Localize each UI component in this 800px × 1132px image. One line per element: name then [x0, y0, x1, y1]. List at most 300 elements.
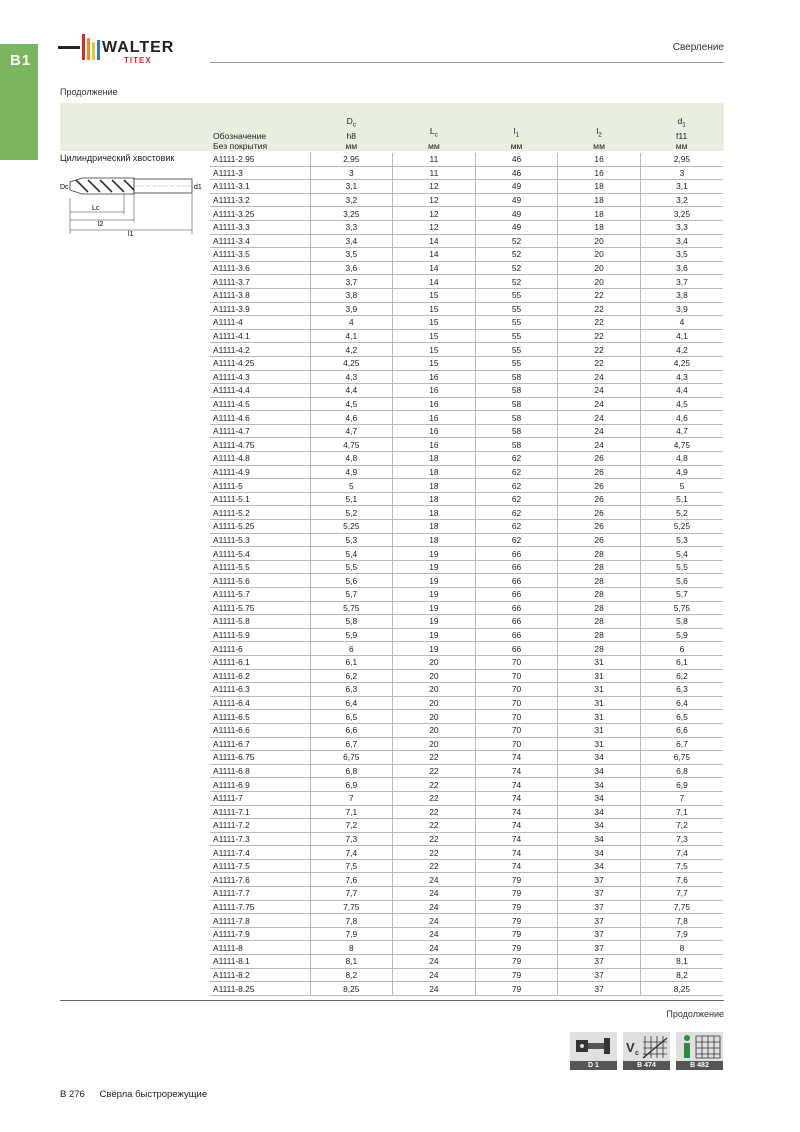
table-row [210, 316, 723, 330]
cell-l1: 58 [475, 411, 558, 425]
cell-d1: 3 [640, 166, 723, 180]
cell-dc: 4,4 [310, 384, 393, 398]
cell-d1: 6,4 [640, 696, 723, 710]
diagram-l1: l1 [128, 231, 134, 238]
cell-l1: 70 [475, 683, 558, 697]
table-row [210, 275, 723, 289]
cell-code: A1111-7.7 [210, 887, 310, 901]
cell-code: A1111-5.75 [210, 601, 310, 615]
cell-dc: 4,1 [310, 329, 393, 343]
cell-dc: 7,6 [310, 873, 393, 887]
cell-l1: 58 [475, 397, 558, 411]
cell-l1: 49 [475, 193, 558, 207]
cell-dc: 3,5 [310, 248, 393, 262]
cell-dc: 6,8 [310, 764, 393, 778]
cell-dc: 6,5 [310, 710, 393, 724]
cell-l2: 26 [558, 506, 641, 520]
cell-code: A1111-4.1 [210, 329, 310, 343]
cell-l1: 70 [475, 710, 558, 724]
cell-d1: 3,7 [640, 275, 723, 289]
cell-d1: 8 [640, 941, 723, 955]
cell-d1: 5,75 [640, 601, 723, 615]
cell-l1: 52 [475, 234, 558, 248]
cell-code: A1111-5.7 [210, 588, 310, 602]
cell-lc: 16 [393, 438, 476, 452]
table-row [210, 914, 723, 928]
cell-l2: 28 [558, 628, 641, 642]
cell-dc: 8,2 [310, 968, 393, 982]
cell-lc: 18 [393, 465, 476, 479]
cell-dc: 4,3 [310, 370, 393, 384]
cell-lc: 19 [393, 560, 476, 574]
table-row [210, 220, 723, 234]
cell-l1: 58 [475, 424, 558, 438]
cell-dc: 5,4 [310, 547, 393, 561]
cell-d1: 6,1 [640, 655, 723, 669]
cell-l1: 49 [475, 180, 558, 194]
cell-l1: 58 [475, 438, 558, 452]
cell-l2: 24 [558, 384, 641, 398]
cell-l2: 22 [558, 329, 641, 343]
cell-l2: 20 [558, 234, 641, 248]
cell-code: A1111-5.1 [210, 492, 310, 506]
cell-l1: 74 [475, 778, 558, 792]
cell-code: A1111-4.6 [210, 411, 310, 425]
cell-l2: 34 [558, 832, 641, 846]
cell-dc: 3,4 [310, 234, 393, 248]
cell-l2: 20 [558, 261, 641, 275]
cell-dc: 7 [310, 791, 393, 805]
cell-lc: 16 [393, 370, 476, 384]
cell-l2: 22 [558, 356, 641, 370]
cell-lc: 24 [393, 927, 476, 941]
cell-l1: 79 [475, 968, 558, 982]
cell-dc: 7,1 [310, 805, 393, 819]
cell-code: A1111-2.95 [210, 153, 310, 166]
cutting-speed-icon[interactable] [623, 1032, 670, 1070]
cell-d1: 6,3 [640, 683, 723, 697]
cell-dc: 3,3 [310, 220, 393, 234]
table-row [210, 710, 723, 724]
page-number: B 276 [60, 1089, 85, 1100]
cell-code: A1111-6.2 [210, 669, 310, 683]
table-row [210, 574, 723, 588]
table-row [210, 628, 723, 642]
cell-code: A1111-6.4 [210, 696, 310, 710]
shank-label: Цилиндрический хвостовик [60, 153, 175, 163]
cell-l1: 66 [475, 574, 558, 588]
cell-code: A1111-4.3 [210, 370, 310, 384]
cell-l2: 28 [558, 574, 641, 588]
cell-l1: 49 [475, 220, 558, 234]
cell-code: A1111-4.5 [210, 397, 310, 411]
cell-l2: 22 [558, 316, 641, 330]
cell-d1: 6,2 [640, 669, 723, 683]
cell-d1: 3,5 [640, 248, 723, 262]
cell-l1: 74 [475, 846, 558, 860]
cell-code: A1111-6.3 [210, 683, 310, 697]
table-row [210, 615, 723, 629]
cell-lc: 15 [393, 316, 476, 330]
col-lc: $L_c$ мм [427, 126, 440, 151]
cell-dc: 3 [310, 166, 393, 180]
cell-l1: 58 [475, 370, 558, 384]
cell-lc: 24 [393, 955, 476, 969]
cell-l1: 70 [475, 723, 558, 737]
cell-code: A1111-5.2 [210, 506, 310, 520]
cell-dc: 3,7 [310, 275, 393, 289]
cell-d1: 4,25 [640, 356, 723, 370]
cell-l1: 79 [475, 982, 558, 996]
cell-code: A1111-3.1 [210, 180, 310, 194]
cell-dc: 7,9 [310, 927, 393, 941]
cell-l1: 74 [475, 764, 558, 778]
cell-l1: 70 [475, 655, 558, 669]
cell-d1: 4,3 [640, 370, 723, 384]
cell-l2: 34 [558, 819, 641, 833]
cell-lc: 15 [393, 329, 476, 343]
cell-lc: 15 [393, 302, 476, 316]
cell-dc: 3,1 [310, 180, 393, 194]
cell-d1: 6,9 [640, 778, 723, 792]
cell-code: A1111-7.6 [210, 873, 310, 887]
cell-code: A1111-5.5 [210, 560, 310, 574]
cell-d1: 4,7 [640, 424, 723, 438]
cell-l2: 31 [558, 669, 641, 683]
cell-lc: 19 [393, 588, 476, 602]
cell-d1: 8,1 [640, 955, 723, 969]
cell-lc: 22 [393, 751, 476, 765]
cell-l2: 31 [558, 737, 641, 751]
table-row [210, 533, 723, 547]
cell-dc: 4,75 [310, 438, 393, 452]
table-row [210, 180, 723, 194]
table-row [210, 669, 723, 683]
cell-d1: 4,5 [640, 397, 723, 411]
cell-dc: 8,25 [310, 982, 393, 996]
cell-dc: 5,1 [310, 492, 393, 506]
cell-dc: 8 [310, 941, 393, 955]
cell-lc: 12 [393, 207, 476, 221]
cell-code: A1111-7.8 [210, 914, 310, 928]
table-row [210, 982, 723, 996]
cell-l2: 20 [558, 248, 641, 262]
cell-lc: 22 [393, 778, 476, 792]
cell-l2: 31 [558, 710, 641, 724]
section-title: Сверление [672, 42, 724, 53]
cell-code: A1111-7 [210, 791, 310, 805]
table-row [210, 506, 723, 520]
table-row [210, 234, 723, 248]
cell-d1: 5,9 [640, 628, 723, 642]
cell-code: A1111-8.2 [210, 968, 310, 982]
cell-code: A1111-5.8 [210, 615, 310, 629]
cell-l1: 66 [475, 615, 558, 629]
cell-code: A1111-6.5 [210, 710, 310, 724]
table-row [210, 193, 723, 207]
info-icon[interactable] [676, 1032, 723, 1070]
cell-code: A1111-4.7 [210, 424, 310, 438]
cell-d1: 7,1 [640, 805, 723, 819]
cell-lc: 19 [393, 628, 476, 642]
cell-l1: 79 [475, 873, 558, 887]
cell-l1: 79 [475, 900, 558, 914]
table-row [210, 397, 723, 411]
cell-lc: 20 [393, 710, 476, 724]
cell-l1: 49 [475, 207, 558, 221]
cell-l1: 70 [475, 696, 558, 710]
cell-lc: 22 [393, 846, 476, 860]
cell-code: A1111-3 [210, 166, 310, 180]
cell-d1: 8,2 [640, 968, 723, 982]
table-row [210, 941, 723, 955]
cell-l2: 37 [558, 914, 641, 928]
table-row [210, 778, 723, 792]
cell-l1: 55 [475, 343, 558, 357]
cell-dc: 7,8 [310, 914, 393, 928]
drill-table [210, 103, 723, 996]
cell-code: A1111-3.3 [210, 220, 310, 234]
cell-code: A1111-7.9 [210, 927, 310, 941]
cell-code: A1111-4.4 [210, 384, 310, 398]
cell-code: A1111-5 [210, 479, 310, 493]
cell-lc: 24 [393, 900, 476, 914]
cell-code: A1111-4 [210, 316, 310, 330]
cell-lc: 16 [393, 424, 476, 438]
diagram-d1: d1 [194, 184, 202, 191]
cell-l1: 66 [475, 588, 558, 602]
cell-dc: 3,6 [310, 261, 393, 275]
cell-d1: 5,25 [640, 520, 723, 534]
cell-code: A1111-5.6 [210, 574, 310, 588]
cell-dc: 2,95 [310, 153, 393, 166]
table-row [210, 411, 723, 425]
cell-l1: 66 [475, 628, 558, 642]
cell-d1: 4,6 [640, 411, 723, 425]
cell-code: A1111-4.2 [210, 343, 310, 357]
cell-d1: 2,95 [640, 153, 723, 166]
cell-lc: 11 [393, 166, 476, 180]
cell-code: A1111-3.8 [210, 288, 310, 302]
header-divider [210, 62, 724, 63]
cell-code: A1111-4.75 [210, 438, 310, 452]
table-row [210, 696, 723, 710]
cell-l2: 20 [558, 275, 641, 289]
cell-l1: 79 [475, 941, 558, 955]
cell-lc: 16 [393, 384, 476, 398]
table-row [210, 438, 723, 452]
table-row [210, 927, 723, 941]
cell-code: A1111-8.1 [210, 955, 310, 969]
cell-d1: 4,4 [640, 384, 723, 398]
table-row [210, 492, 723, 506]
cell-l2: 37 [558, 927, 641, 941]
cell-dc: 3,8 [310, 288, 393, 302]
cell-code: A1111-3.5 [210, 248, 310, 262]
col-l2: $l_2$ мм [593, 126, 605, 151]
cell-l2: 31 [558, 683, 641, 697]
cell-d1: 6,5 [640, 710, 723, 724]
cell-d1: 4,1 [640, 329, 723, 343]
cell-d1: 7,8 [640, 914, 723, 928]
cell-lc: 24 [393, 873, 476, 887]
cell-l1: 55 [475, 329, 558, 343]
cell-code: A1111-7.1 [210, 805, 310, 819]
cell-code: A1111-3.6 [210, 261, 310, 275]
cell-lc: 20 [393, 723, 476, 737]
cell-d1: 5,1 [640, 492, 723, 506]
cell-l2: 28 [558, 615, 641, 629]
cell-d1: 8,25 [640, 982, 723, 996]
cell-d1: 5,6 [640, 574, 723, 588]
cell-l1: 52 [475, 261, 558, 275]
cell-l2: 37 [558, 955, 641, 969]
table-row [210, 751, 723, 765]
cell-d1: 4 [640, 316, 723, 330]
col-code: Обозначение Без покрытия [213, 131, 268, 151]
cell-code: A1111-6.7 [210, 737, 310, 751]
cell-lc: 22 [393, 764, 476, 778]
cell-d1: 7,2 [640, 819, 723, 833]
cell-l2: 22 [558, 343, 641, 357]
cell-l1: 62 [475, 520, 558, 534]
table-row [210, 329, 723, 343]
table-row [210, 764, 723, 778]
cell-l2: 31 [558, 655, 641, 669]
table-row [210, 384, 723, 398]
table-row [210, 343, 723, 357]
section-tab-label: B1 [10, 52, 32, 69]
cell-lc: 18 [393, 479, 476, 493]
cell-d1: 3,2 [640, 193, 723, 207]
table-bottom-divider [60, 1000, 724, 1001]
cell-d1: 3,1 [640, 180, 723, 194]
cell-lc: 18 [393, 506, 476, 520]
cell-dc: 3,25 [310, 207, 393, 221]
cell-l1: 62 [475, 479, 558, 493]
cell-dc: 7,75 [310, 900, 393, 914]
cell-l2: 24 [558, 370, 641, 384]
cell-lc: 20 [393, 655, 476, 669]
cell-dc: 7,7 [310, 887, 393, 901]
cell-d1: 4,75 [640, 438, 723, 452]
cell-l2: 26 [558, 520, 641, 534]
col-dc: $D_c$ h8 мм [345, 116, 358, 151]
cell-l2: 31 [558, 723, 641, 737]
cell-d1: 3,25 [640, 207, 723, 221]
table-row [210, 465, 723, 479]
continuation-top: Продолжение [60, 87, 118, 97]
table-row [210, 547, 723, 561]
cell-lc: 14 [393, 261, 476, 275]
cell-l2: 28 [558, 642, 641, 656]
cell-dc: 5,25 [310, 520, 393, 534]
cell-dc: 3,9 [310, 302, 393, 316]
table-row [210, 642, 723, 656]
cell-d1: 6 [640, 642, 723, 656]
cell-code: A1111-7.5 [210, 859, 310, 873]
cell-l2: 26 [558, 533, 641, 547]
cell-code: A1111-8 [210, 941, 310, 955]
cell-l2: 22 [558, 302, 641, 316]
cell-l1: 70 [475, 669, 558, 683]
cell-code: A1111-7.2 [210, 819, 310, 833]
cell-lc: 14 [393, 275, 476, 289]
cell-dc: 6,3 [310, 683, 393, 697]
cell-code: A1111-5.9 [210, 628, 310, 642]
cell-dc: 5 [310, 479, 393, 493]
cell-d1: 4,8 [640, 452, 723, 466]
cell-l2: 26 [558, 452, 641, 466]
table-row [210, 859, 723, 873]
cell-d1: 7,5 [640, 859, 723, 873]
cell-code: A1111-8.25 [210, 982, 310, 996]
cell-code: A1111-6.75 [210, 751, 310, 765]
cell-code: A1111-5.4 [210, 547, 310, 561]
table-row [210, 887, 723, 901]
cell-dc: 4,9 [310, 465, 393, 479]
svg-text:c: c [635, 1050, 639, 1057]
cell-lc: 22 [393, 859, 476, 873]
cell-l1: 79 [475, 887, 558, 901]
cell-dc: 3,2 [310, 193, 393, 207]
cell-l2: 37 [558, 982, 641, 996]
table-row [210, 452, 723, 466]
cell-l1: 46 [475, 153, 558, 166]
table-row [210, 955, 723, 969]
col-d1: $d_1$ f11 мм [675, 116, 688, 151]
cell-l1: 74 [475, 819, 558, 833]
cell-dc: 5,3 [310, 533, 393, 547]
cell-l1: 55 [475, 316, 558, 330]
cell-code: A1111-6.1 [210, 655, 310, 669]
cell-d1: 5,8 [640, 615, 723, 629]
table-row [210, 356, 723, 370]
table-row [210, 791, 723, 805]
cell-d1: 7,7 [640, 887, 723, 901]
cell-dc: 5,75 [310, 601, 393, 615]
cell-l2: 18 [558, 220, 641, 234]
cell-d1: 5,4 [640, 547, 723, 561]
cell-d1: 6,8 [640, 764, 723, 778]
cell-dc: 7,3 [310, 832, 393, 846]
cell-dc: 6,4 [310, 696, 393, 710]
cell-l2: 24 [558, 411, 641, 425]
cell-l2: 28 [558, 547, 641, 561]
cell-lc: 12 [393, 220, 476, 234]
cell-d1: 6,75 [640, 751, 723, 765]
cell-lc: 22 [393, 832, 476, 846]
cell-lc: 24 [393, 968, 476, 982]
cell-lc: 14 [393, 248, 476, 262]
cell-l1: 55 [475, 356, 558, 370]
cell-dc: 5,9 [310, 628, 393, 642]
cell-l2: 16 [558, 166, 641, 180]
table-row [210, 370, 723, 384]
table-row [210, 601, 723, 615]
cell-lc: 16 [393, 397, 476, 411]
cell-dc: 8,1 [310, 955, 393, 969]
cell-lc: 22 [393, 819, 476, 833]
tool-holder-icon[interactable] [570, 1032, 617, 1070]
cell-l2: 24 [558, 438, 641, 452]
cell-l2: 22 [558, 288, 641, 302]
cell-l2: 34 [558, 846, 641, 860]
cell-d1: 5,2 [640, 506, 723, 520]
cell-lc: 19 [393, 642, 476, 656]
cell-dc: 4,7 [310, 424, 393, 438]
cell-lc: 18 [393, 533, 476, 547]
